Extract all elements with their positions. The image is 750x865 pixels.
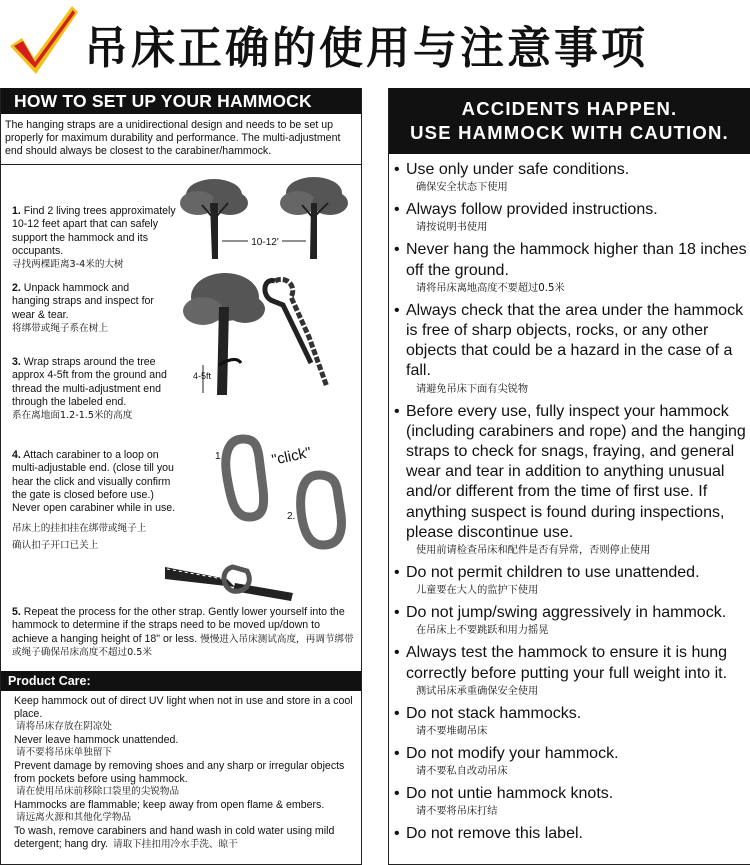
step-2 — [12, 282, 162, 335]
care-item: Hammocks are flammable; keep away from open flame & embers. 请远离火源和其他化学物品 — [14, 798, 325, 824]
tree-icon — [180, 179, 248, 259]
setup-steps — [1, 165, 361, 671]
carabiner-icon — [226, 439, 264, 517]
step-number: 4. — [12, 449, 21, 461]
step-text: Unpack hammock and hanging straps and inspect for wear & tear. — [12, 282, 154, 321]
care-list — [1, 691, 361, 851]
caution-rule: • Do not stack hammocks. 请不要堆砌吊床 — [394, 704, 750, 739]
strap-icon — [265, 279, 327, 387]
strap-carabiner-illustration — [163, 557, 313, 605]
two-trees-illustration — [176, 173, 356, 265]
caution-rule: • Always follow provided instructions. 请按说明书使用 — [394, 200, 750, 235]
step-number: 5. — [12, 606, 21, 618]
page-title: 吊床正确的使用与注意事项 — [84, 23, 648, 74]
step-cn: 将绑带或绳子系在树上 — [12, 322, 108, 334]
caution-rule: • Do not jump/swing aggressively in hammock. 在吊床上不要跳跃和用力摇晃 — [394, 603, 750, 638]
care-item: Never leave hammock unattended. 请不要将吊床单独留下 — [14, 733, 179, 759]
step-4 — [12, 449, 180, 554]
carabiner-icon — [301, 475, 342, 545]
step-number: 3. — [12, 356, 21, 368]
step-text: Repeat the process for the other strap. Gently lower yourself into the hammock to determine if the straps need to be moved up/down to achieve a hanging height of 18" or less. — [12, 606, 345, 645]
distance-label: 10-12' — [251, 237, 279, 248]
checkmark-icon — [6, 2, 80, 76]
care-item: To wash, remove carabiners and hand wash in cold water using mild detergent; hang dry. 请取下挂扣用冷水手洗、晾干 — [14, 824, 335, 850]
caution-rule: • Do not remove this label. — [394, 824, 750, 844]
care-header: Product Care: — [1, 671, 361, 691]
caution-header-line1: ACCIDENTS HAPPEN. — [461, 98, 678, 119]
caution-header — [389, 88, 750, 154]
caution-rule: • Always check that the area under the hammock is free of sharp objects, rocks, or any other objects that could be a hazard in the case of a fall. 请避免吊床下面有尖锐物 — [394, 301, 750, 397]
setup-panel — [0, 88, 362, 865]
step-cn: 寻找两棵距离3-4米的大树 — [12, 259, 124, 271]
step-3 — [12, 356, 184, 422]
caution-rule: • Do not untie hammock knots. 请不要将吊床打结 — [394, 784, 750, 819]
setup-intro: The hanging straps are a unidirectional design and needs to be set up properly for maximum durability and performance. The multi-adjustment end should always be closest to the carabiner/hammock. — [1, 114, 361, 165]
care-item: Prevent damage by removing shoes and any sharp or irregular objects from pockets before using hammock. 请在使用吊床前移除口袋里的尖锐物品 — [14, 759, 345, 798]
caution-rule: • Do not modify your hammock. 请不要私自改动吊床 — [394, 744, 750, 779]
caution-rules — [389, 154, 750, 845]
caution-rule: • Before every use, fully inspect your hammock (including carabiners and rope) and the hanging straps to check for snags, fraying, and general wear and tear in addition to anything unusual and/or different from the time of first use. If anything suspect is found during inspections, please discontinue use. 使用前请检查吊床和配件是否有异常，否则停止使用 — [394, 402, 750, 558]
strap-icon — [165, 567, 293, 601]
care-item: Keep hammock out of direct UV light when not in use and store in a cool place. 请将吊床存放在阴凉处 — [14, 695, 353, 733]
carabiner-illustration — [201, 427, 361, 557]
step-text: Find 2 living trees approximately 10-12 feet apart that can safely support the hammock and its occupants. — [12, 205, 176, 257]
tree-strap-illustration — [179, 267, 357, 397]
step-5 — [12, 606, 357, 659]
caution-rule: • Never hang the hammock higher than 18 inches off the ground. 请将吊床离地高度不要超过0.5米 — [394, 240, 750, 295]
step-1 — [12, 205, 182, 271]
carabiner-step-1: 1. — [215, 451, 224, 462]
caution-panel — [388, 88, 750, 865]
step-cn: 吊床上的挂扣挂在绑带或绳子上确认扣子开口已关上 — [12, 523, 147, 552]
caution-header-line2: USE HAMMOCK WITH CAUTION. — [410, 122, 729, 143]
step-text: Attach carabiner to a loop on multi-adjustable end. (close till you hear the click and visually confirm the gate is closed before use.) Never open carabiner while in use. — [12, 449, 176, 515]
caution-rule: • Use only under safe conditions. 确保安全状态下使用 — [394, 160, 750, 195]
setup-header: HOW TO SET UP YOUR HAMMOCK — [1, 88, 361, 114]
click-label: "click" — [270, 444, 313, 469]
caution-rule: • Do not permit children to use unattended. 儿童要在大人的监护下使用 — [394, 563, 750, 598]
step-cn: 慢慢进入吊床测试高度，再调节绑带或绳子确保吊床高度不超过0.5米 — [12, 633, 354, 658]
carabiner-step-2: 2. — [287, 511, 296, 522]
step-number: 2. — [12, 282, 21, 294]
height-label: 4-5ft — [193, 371, 212, 381]
title-banner — [0, 0, 750, 84]
step-cn: 系在离地面1.2-1.5米的高度 — [12, 410, 133, 422]
step-number: 1. — [12, 205, 21, 217]
step-text: Wrap straps around the tree approx 4-5ft from the ground and thread the multi-adjustment end through the labeled end. — [12, 356, 167, 408]
caution-rule: • Always test the hammock to ensure it is hung correctly before putting your full weight into it. 测试吊床承重确保安全使用 — [394, 643, 750, 698]
tree-icon — [280, 177, 348, 259]
